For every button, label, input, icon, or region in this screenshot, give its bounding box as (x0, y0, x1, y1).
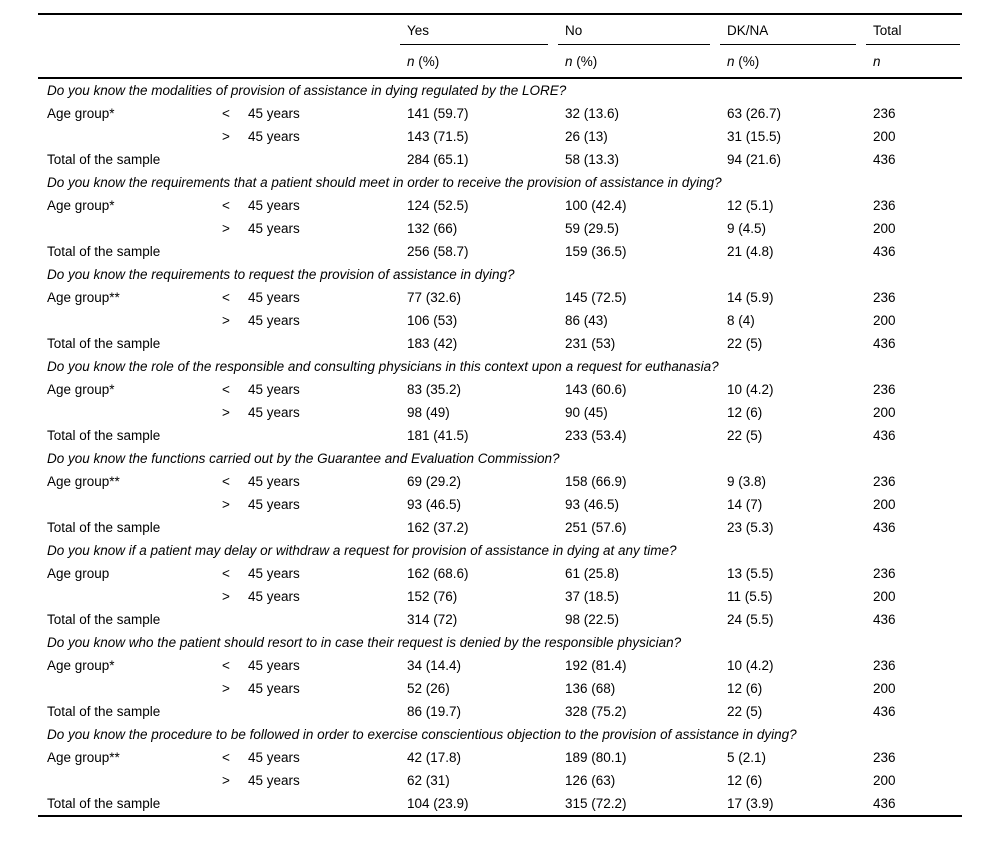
col-header-total: Total (866, 14, 962, 45)
empty-cell (38, 677, 214, 700)
empty-cell (240, 700, 400, 723)
total-n-value: 236 (873, 290, 896, 305)
dkna-value: 14 (5.9) (727, 290, 774, 305)
total-n-total-value: 436 (873, 244, 896, 259)
comparator-symbol: > (222, 221, 230, 236)
dkna-value: 63 (26.7) (727, 106, 782, 121)
dkna-total-value: 22 (5) (727, 428, 763, 443)
dkna-value: 14 (7) (727, 497, 763, 512)
yes-value: 62 (31) (407, 773, 450, 788)
age-group-row (38, 654, 962, 677)
no-value: 26 (13) (565, 129, 608, 144)
empty-subheader-cell (38, 45, 400, 78)
no-value: 189 (80.1) (565, 750, 627, 765)
total-n-value: 236 (873, 750, 896, 765)
age-group-label: Age group* (47, 198, 115, 213)
empty-cell (214, 148, 240, 171)
dkna-value: 9 (3.8) (727, 474, 767, 489)
question-text: Do you know if a patient may delay or withdraw a request for provision of assistance in dying at any time? (47, 543, 677, 558)
total-n-value: 236 (873, 474, 896, 489)
age-group-row (38, 470, 962, 493)
dkna-total-value: 23 (5.3) (727, 520, 774, 535)
total-n-value: 200 (873, 313, 896, 328)
yes-value: 106 (53) (407, 313, 458, 328)
age-group-row (38, 677, 962, 700)
age-value: 45 years (248, 198, 300, 213)
age-group-row (38, 562, 962, 585)
empty-cell (214, 424, 240, 447)
age-value: 45 years (248, 221, 300, 236)
question-row (38, 631, 962, 654)
empty-cell (38, 125, 214, 148)
total-n-total-value: 436 (873, 796, 896, 811)
comparator-symbol: < (222, 382, 230, 397)
comparator-symbol: > (222, 129, 230, 144)
sample-total-row (38, 516, 962, 539)
empty-cell (240, 424, 400, 447)
age-group-row (38, 585, 962, 608)
empty-cell (38, 309, 214, 332)
sample-total-label: Total of the sample (47, 336, 161, 351)
sample-total-row (38, 332, 962, 355)
dkna-value: 13 (5.5) (727, 566, 774, 581)
total-n-value: 200 (873, 589, 896, 604)
age-value: 45 years (248, 129, 300, 144)
age-value: 45 years (248, 474, 300, 489)
dkna-total-value: 17 (3.9) (727, 796, 774, 811)
no-value: 145 (72.5) (565, 290, 627, 305)
empty-cell (214, 240, 240, 263)
age-value: 45 years (248, 589, 300, 604)
sample-total-label: Total of the sample (47, 612, 161, 627)
comparator-symbol: < (222, 106, 230, 121)
no-value: 143 (60.6) (565, 382, 627, 397)
age-group-row (38, 746, 962, 769)
no-value: 32 (13.6) (565, 106, 620, 121)
yes-total-value: 284 (65.1) (407, 152, 469, 167)
age-value: 45 years (248, 382, 300, 397)
comparator-symbol: < (222, 290, 230, 305)
no-value: 86 (43) (565, 313, 608, 328)
total-n-total-value: 436 (873, 152, 896, 167)
dkna-value: 9 (4.5) (727, 221, 767, 236)
sample-total-label: Total of the sample (47, 152, 161, 167)
empty-cell (38, 585, 214, 608)
age-value: 45 years (248, 290, 300, 305)
total-n-value: 236 (873, 198, 896, 213)
no-total-value: 251 (57.6) (565, 520, 627, 535)
col-header-dkna: DK/NA (720, 14, 866, 45)
empty-cell (214, 332, 240, 355)
no-total-value: 58 (13.3) (565, 152, 620, 167)
yes-total-value: 86 (19.7) (407, 704, 462, 719)
empty-cell (214, 516, 240, 539)
yes-value: 77 (32.6) (407, 290, 462, 305)
age-group-label: Age group** (47, 474, 120, 489)
empty-cell (38, 217, 214, 240)
sample-total-row (38, 240, 962, 263)
col-header-no: No (558, 14, 720, 45)
question-row (38, 447, 962, 470)
no-value: 100 (42.4) (565, 198, 627, 213)
comparator-symbol: < (222, 658, 230, 673)
age-group-label: Age group** (47, 750, 120, 765)
yes-value: 152 (76) (407, 589, 458, 604)
comparator-symbol: > (222, 681, 230, 696)
yes-total-value: 183 (42) (407, 336, 458, 351)
n-symbol: n (873, 53, 881, 69)
dkna-value: 5 (2.1) (727, 750, 767, 765)
dkna-value: 12 (6) (727, 405, 763, 420)
age-value: 45 years (248, 750, 300, 765)
yes-total-value: 314 (72) (407, 612, 458, 627)
no-value: 59 (29.5) (565, 221, 620, 236)
dkna-value: 8 (4) (727, 313, 755, 328)
yes-value: 42 (17.8) (407, 750, 462, 765)
total-n-value: 236 (873, 106, 896, 121)
sample-total-row (38, 608, 962, 631)
age-group-row (38, 769, 962, 792)
no-value: 126 (63) (565, 773, 616, 788)
empty-header-cell (38, 14, 400, 45)
question-text: Do you know the modalities of provision of assistance in dying regulated by the LORE? (47, 83, 567, 98)
age-group-label: Age group* (47, 658, 115, 673)
no-value: 90 (45) (565, 405, 608, 420)
percent-label: (%) (734, 53, 760, 69)
comparator-symbol: > (222, 589, 230, 604)
age-group-row (38, 493, 962, 516)
question-text: Do you know who the patient should resort to in case their request is denied by the responsible physician? (47, 635, 682, 650)
age-group-label: Age group** (47, 290, 120, 305)
no-total-value: 159 (36.5) (565, 244, 627, 259)
no-value: 37 (18.5) (565, 589, 620, 604)
comparator-symbol: < (222, 474, 230, 489)
sample-total-label: Total of the sample (47, 704, 161, 719)
sample-total-row (38, 148, 962, 171)
age-value: 45 years (248, 313, 300, 328)
sample-total-label: Total of the sample (47, 244, 161, 259)
age-group-row (38, 217, 962, 240)
comparator-symbol: > (222, 405, 230, 420)
empty-cell (240, 332, 400, 355)
yes-value: 69 (29.2) (407, 474, 462, 489)
age-group-row (38, 378, 962, 401)
dkna-value: 10 (4.2) (727, 382, 774, 397)
question-text: Do you know the procedure to be followed in order to exercise conscientious objection to the provision of assistance in dying? (47, 727, 797, 742)
sample-total-row (38, 700, 962, 723)
dkna-total-value: 22 (5) (727, 336, 763, 351)
question-text: Do you know the functions carried out by the Guarantee and Evaluation Commission? (47, 451, 560, 466)
question-row (38, 171, 962, 194)
age-group-row (38, 401, 962, 424)
empty-cell (38, 401, 214, 424)
age-group-row (38, 102, 962, 125)
yes-value: 98 (49) (407, 405, 450, 420)
question-row (38, 263, 962, 286)
yes-value: 162 (68.6) (407, 566, 469, 581)
no-value: 136 (68) (565, 681, 616, 696)
age-group-label: Age group* (47, 382, 115, 397)
comparator-symbol: < (222, 566, 230, 581)
dkna-value: 12 (5.1) (727, 198, 774, 213)
question-row (38, 355, 962, 378)
comparator-symbol: < (222, 198, 230, 213)
dkna-value: 31 (15.5) (727, 129, 782, 144)
empty-cell (240, 792, 400, 816)
empty-cell (38, 769, 214, 792)
total-n-value: 236 (873, 658, 896, 673)
no-total-value: 328 (75.2) (565, 704, 627, 719)
total-n-total-value: 436 (873, 520, 896, 535)
subheader-row (38, 45, 962, 78)
total-n-total-value: 436 (873, 428, 896, 443)
yes-total-value: 256 (58.7) (407, 244, 469, 259)
subheader-total (866, 45, 962, 78)
no-value: 192 (81.4) (565, 658, 627, 673)
yes-value: 83 (35.2) (407, 382, 462, 397)
empty-cell (240, 240, 400, 263)
dkna-total-value: 94 (21.6) (727, 152, 782, 167)
sample-total-row (38, 792, 962, 816)
n-symbol: n (565, 53, 573, 69)
sample-total-label: Total of the sample (47, 796, 161, 811)
total-n-value: 236 (873, 566, 896, 581)
dkna-value: 12 (6) (727, 773, 763, 788)
sample-total-label: Total of the sample (47, 428, 161, 443)
yes-value: 124 (52.5) (407, 198, 469, 213)
empty-cell (214, 792, 240, 816)
empty-cell (214, 608, 240, 631)
dkna-total-value: 21 (4.8) (727, 244, 774, 259)
no-value: 61 (25.8) (565, 566, 620, 581)
yes-value: 132 (66) (407, 221, 458, 236)
total-n-value: 236 (873, 382, 896, 397)
age-group-row (38, 286, 962, 309)
subheader-yes (400, 45, 558, 78)
total-n-total-value: 436 (873, 612, 896, 627)
question-row (38, 723, 962, 746)
total-n-value: 200 (873, 773, 896, 788)
age-value: 45 years (248, 681, 300, 696)
no-total-value: 231 (53) (565, 336, 616, 351)
yes-value: 93 (46.5) (407, 497, 462, 512)
subheader-dkna (720, 45, 866, 78)
question-row (38, 539, 962, 562)
total-n-value: 200 (873, 129, 896, 144)
dkna-value: 10 (4.2) (727, 658, 774, 673)
column-labels-row (38, 14, 962, 45)
age-value: 45 years (248, 658, 300, 673)
total-n-value: 200 (873, 681, 896, 696)
n-symbol: n (407, 53, 415, 69)
empty-cell (240, 608, 400, 631)
total-n-value: 200 (873, 405, 896, 420)
total-n-value: 200 (873, 221, 896, 236)
comparator-symbol: > (222, 497, 230, 512)
total-n-total-value: 436 (873, 704, 896, 719)
yes-total-value: 162 (37.2) (407, 520, 469, 535)
no-total-value: 98 (22.5) (565, 612, 620, 627)
yes-total-value: 104 (23.9) (407, 796, 469, 811)
empty-cell (240, 148, 400, 171)
comparator-symbol: < (222, 750, 230, 765)
n-symbol: n (727, 53, 735, 69)
age-value: 45 years (248, 566, 300, 581)
age-group-row (38, 194, 962, 217)
dkna-value: 11 (5.5) (727, 589, 773, 604)
age-value: 45 years (248, 773, 300, 788)
no-total-value: 233 (53.4) (565, 428, 627, 443)
empty-cell (240, 516, 400, 539)
question-text: Do you know the requirements that a patient should meet in order to receive the provision of assistance in dying? (47, 175, 722, 190)
no-value: 93 (46.5) (565, 497, 620, 512)
question-text: Do you know the requirements to request the provision of assistance in dying? (47, 267, 515, 282)
age-group-row (38, 309, 962, 332)
age-value: 45 years (248, 497, 300, 512)
yes-value: 52 (26) (407, 681, 450, 696)
yes-value: 34 (14.4) (407, 658, 462, 673)
percent-label: (%) (414, 53, 440, 69)
yes-value: 143 (71.5) (407, 129, 469, 144)
results-table (38, 13, 962, 817)
no-value: 158 (66.9) (565, 474, 627, 489)
total-n-total-value: 436 (873, 336, 896, 351)
age-value: 45 years (248, 405, 300, 420)
comparator-symbol: > (222, 313, 230, 328)
dkna-total-value: 24 (5.5) (727, 612, 774, 627)
question-row (38, 78, 962, 102)
age-value: 45 years (248, 106, 300, 121)
yes-value: 141 (59.7) (407, 106, 469, 121)
comparator-symbol: > (222, 773, 230, 788)
sample-total-row (38, 424, 962, 447)
age-group-row (38, 125, 962, 148)
subheader-no (558, 45, 720, 78)
dkna-value: 12 (6) (727, 681, 763, 696)
no-total-value: 315 (72.2) (565, 796, 627, 811)
total-n-value: 200 (873, 497, 896, 512)
table-body (38, 78, 962, 816)
empty-cell (38, 493, 214, 516)
table-header (38, 14, 962, 78)
dkna-total-value: 22 (5) (727, 704, 763, 719)
percent-label: (%) (572, 53, 598, 69)
age-group-label: Age group* (47, 106, 115, 121)
sample-total-label: Total of the sample (47, 520, 161, 535)
empty-cell (214, 700, 240, 723)
age-group-label: Age group (47, 566, 110, 581)
question-text: Do you know the role of the responsible and consulting physicians in this context upon a request for euthanasia? (47, 359, 719, 374)
col-header-yes: Yes (400, 14, 558, 45)
yes-total-value: 181 (41.5) (407, 428, 469, 443)
